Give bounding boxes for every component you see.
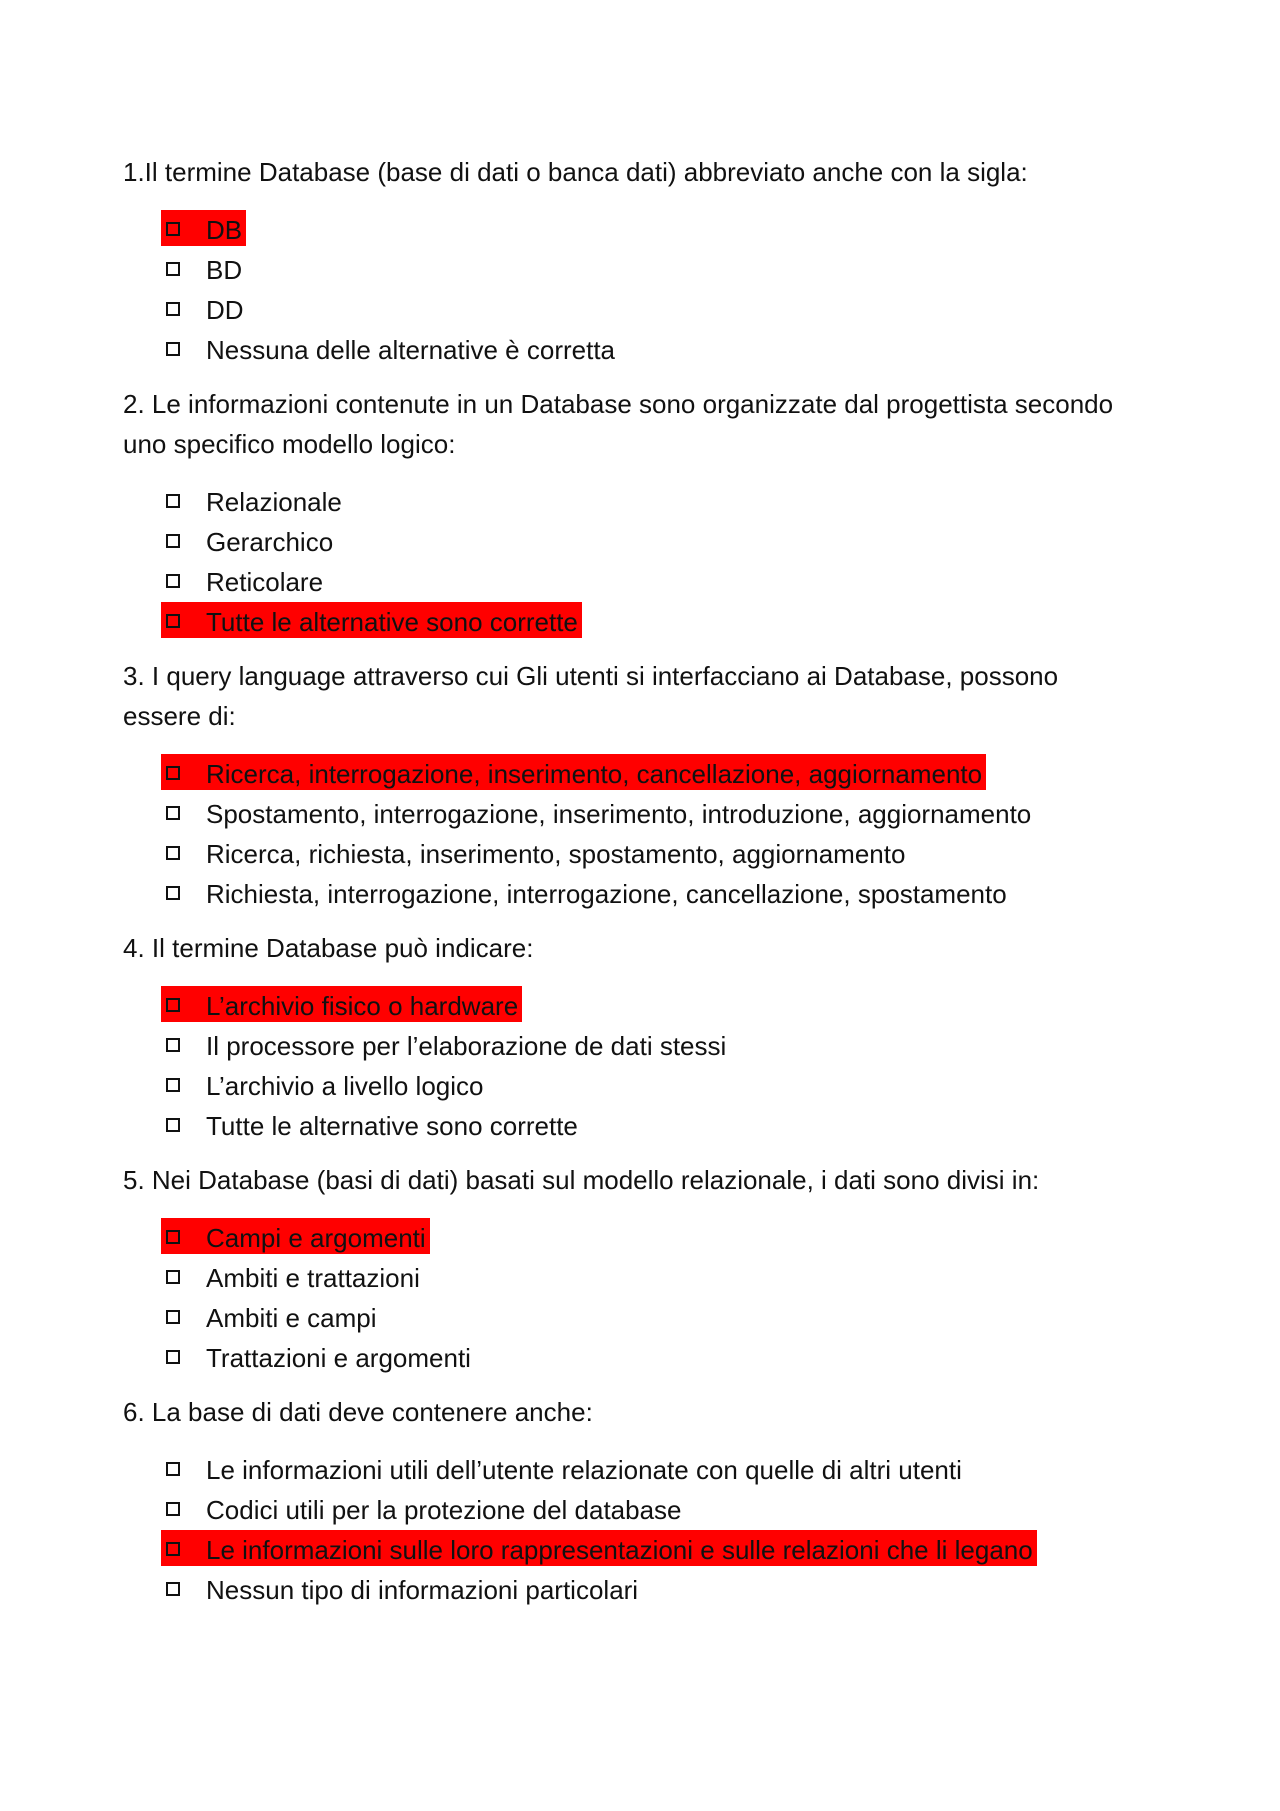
option-item[interactable] bbox=[123, 1296, 1123, 1336]
option-label: Ricerca, interrogazione, inserimento, cancellazione, aggiornamento bbox=[206, 759, 983, 790]
option-label: Relazionale bbox=[206, 487, 342, 518]
question-3 bbox=[123, 656, 1123, 912]
checkbox-icon[interactable] bbox=[166, 1350, 180, 1364]
option-label: Campi e argomenti bbox=[206, 1223, 426, 1254]
option-item[interactable] bbox=[123, 288, 1123, 328]
option-list bbox=[123, 1216, 1123, 1376]
checkbox-icon[interactable] bbox=[166, 302, 180, 316]
option-item[interactable] bbox=[123, 984, 1123, 1024]
option-label: L’archivio fisico o hardware bbox=[206, 991, 519, 1022]
quiz-content bbox=[123, 152, 1123, 1624]
option-item[interactable] bbox=[123, 1448, 1123, 1488]
option-label: BD bbox=[206, 255, 243, 286]
checkbox-icon[interactable] bbox=[166, 1502, 180, 1516]
question-text: 6. La base di dati deve contenere anche: bbox=[123, 1397, 593, 1427]
checkbox-icon[interactable] bbox=[166, 1270, 180, 1284]
option-label: Le informazioni utili dell’utente relazionate con quelle di altri utenti bbox=[206, 1455, 962, 1486]
option-item[interactable] bbox=[123, 1568, 1123, 1608]
checkbox-icon[interactable] bbox=[166, 806, 180, 820]
question-text: 3. I query language attraverso cui Gli utenti si interfacciano ai Database, possono essere di: bbox=[123, 661, 1059, 731]
question-4 bbox=[123, 928, 1123, 1144]
option-item[interactable] bbox=[123, 248, 1123, 288]
highlighted-option bbox=[161, 986, 522, 1022]
option-item[interactable] bbox=[123, 480, 1123, 520]
checkbox-icon[interactable] bbox=[166, 1230, 180, 1244]
option-item[interactable] bbox=[123, 1104, 1123, 1144]
option-label: Le informazioni sulle loro rappresentazioni e sulle relazioni che li legano bbox=[206, 1535, 1033, 1566]
option-label: Nessuna delle alternative è corretta bbox=[206, 335, 616, 366]
option-list bbox=[123, 752, 1123, 912]
option-label: Trattazioni e argomenti bbox=[206, 1343, 471, 1374]
option-label: Tutte le alternative sono corrette bbox=[206, 1111, 578, 1142]
option-item[interactable] bbox=[123, 328, 1123, 368]
option-label: L’archivio a livello logico bbox=[206, 1071, 484, 1102]
option-item[interactable] bbox=[123, 1024, 1123, 1064]
option-list bbox=[123, 208, 1123, 368]
checkbox-icon[interactable] bbox=[166, 342, 180, 356]
option-item[interactable] bbox=[123, 1216, 1123, 1256]
option-item[interactable] bbox=[123, 872, 1123, 912]
option-label: DD bbox=[206, 295, 244, 326]
question-2 bbox=[123, 384, 1123, 640]
highlighted-option bbox=[161, 602, 582, 638]
option-item[interactable] bbox=[123, 520, 1123, 560]
option-label: Reticolare bbox=[206, 567, 324, 598]
question-6 bbox=[123, 1392, 1123, 1608]
option-list bbox=[123, 1448, 1123, 1608]
option-label: Nessun tipo di informazioni particolari bbox=[206, 1575, 639, 1606]
option-label: Gerarchico bbox=[206, 527, 334, 558]
option-label: Richiesta, interrogazione, interrogazione, cancellazione, spostamento bbox=[206, 879, 1007, 910]
option-label: Ricerca, richiesta, inserimento, spostamento, aggiornamento bbox=[206, 839, 906, 870]
option-item[interactable] bbox=[123, 792, 1123, 832]
checkbox-icon[interactable] bbox=[166, 1078, 180, 1092]
checkbox-icon[interactable] bbox=[166, 1582, 180, 1596]
checkbox-icon[interactable] bbox=[166, 846, 180, 860]
question-1 bbox=[123, 152, 1123, 368]
checkbox-icon[interactable] bbox=[166, 766, 180, 780]
option-item[interactable] bbox=[123, 560, 1123, 600]
option-list bbox=[123, 480, 1123, 640]
checkbox-icon[interactable] bbox=[166, 222, 180, 236]
question-text: 2. Le informazioni contenute in un Database sono organizzate dal progettista secondo uno specifico modello logico: bbox=[123, 389, 1114, 459]
question-text: 4. Il termine Database può indicare: bbox=[123, 933, 534, 963]
option-item[interactable] bbox=[123, 1256, 1123, 1296]
highlighted-option bbox=[161, 1530, 1037, 1566]
option-item[interactable] bbox=[123, 1488, 1123, 1528]
checkbox-icon[interactable] bbox=[166, 1038, 180, 1052]
option-label: Il processore per l’elaborazione de dati stessi bbox=[206, 1031, 727, 1062]
option-label: Ambiti e campi bbox=[206, 1303, 377, 1334]
highlighted-option bbox=[161, 210, 246, 246]
option-item[interactable] bbox=[123, 1528, 1123, 1568]
option-label: Spostamento, interrogazione, inserimento, introduzione, aggiornamento bbox=[206, 799, 1032, 830]
highlighted-option bbox=[161, 754, 986, 790]
checkbox-icon[interactable] bbox=[166, 1310, 180, 1324]
option-label: DB bbox=[206, 215, 243, 246]
checkbox-icon[interactable] bbox=[166, 534, 180, 548]
option-item[interactable] bbox=[123, 752, 1123, 792]
option-item[interactable] bbox=[123, 208, 1123, 248]
question-text: 1.Il termine Database (base di dati o banca dati) abbreviato anche con la sigla: bbox=[123, 157, 1028, 187]
checkbox-icon[interactable] bbox=[166, 494, 180, 508]
checkbox-icon[interactable] bbox=[166, 1118, 180, 1132]
checkbox-icon[interactable] bbox=[166, 574, 180, 588]
question-text: 5. Nei Database (basi di dati) basati sul modello relazionale, i dati sono divisi in: bbox=[123, 1165, 1040, 1195]
option-item[interactable] bbox=[123, 600, 1123, 640]
option-label: Ambiti e trattazioni bbox=[206, 1263, 420, 1294]
question-5 bbox=[123, 1160, 1123, 1376]
checkbox-icon[interactable] bbox=[166, 1542, 180, 1556]
option-list bbox=[123, 984, 1123, 1144]
highlighted-option bbox=[161, 1218, 430, 1254]
checkbox-icon[interactable] bbox=[166, 1462, 180, 1476]
option-item[interactable] bbox=[123, 1336, 1123, 1376]
checkbox-icon[interactable] bbox=[166, 998, 180, 1012]
checkbox-icon[interactable] bbox=[166, 262, 180, 276]
option-label: Tutte le alternative sono corrette bbox=[206, 607, 578, 638]
option-item[interactable] bbox=[123, 1064, 1123, 1104]
option-item[interactable] bbox=[123, 832, 1123, 872]
option-label: Codici utili per la protezione del database bbox=[206, 1495, 682, 1526]
checkbox-icon[interactable] bbox=[166, 614, 180, 628]
checkbox-icon[interactable] bbox=[166, 886, 180, 900]
